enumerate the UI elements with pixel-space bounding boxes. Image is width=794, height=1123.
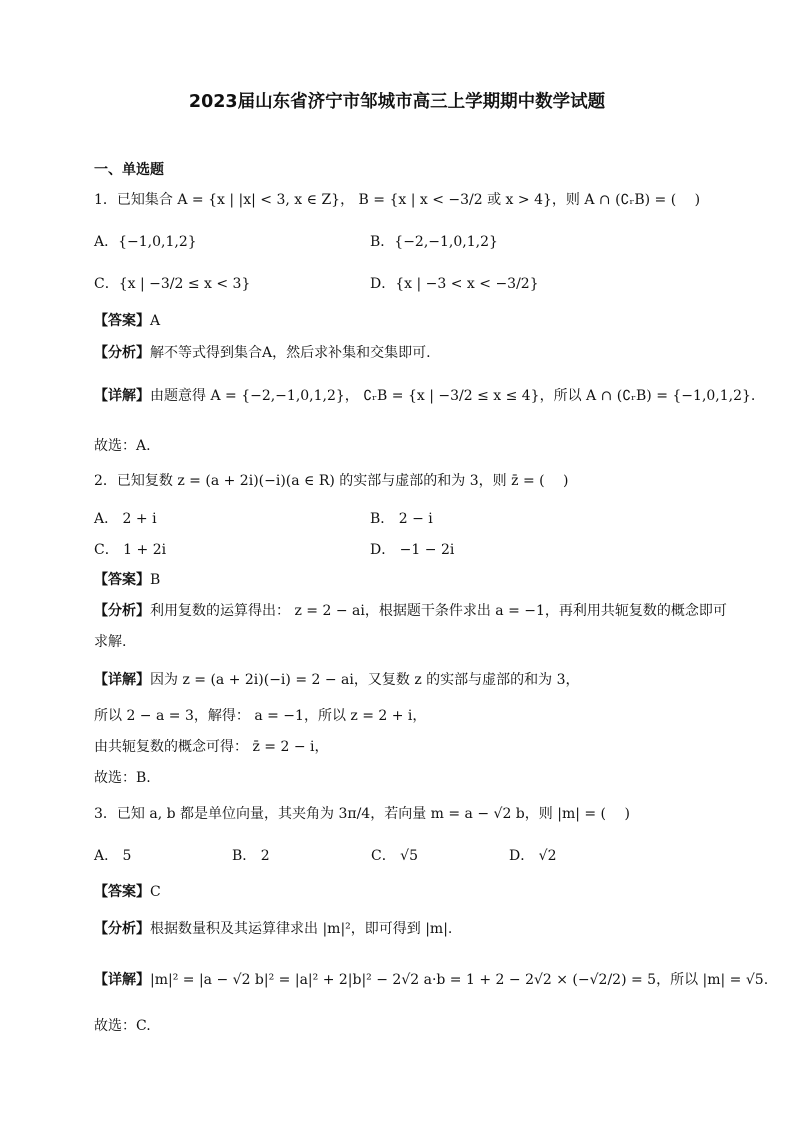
- q1-option-a: A．{−1,0,1,2}: [94, 234, 197, 250]
- q1-detail: 由题意得 A = {−2,−1,0,1,2}， ∁ᵣB = {x | −3/2 ≤ x ≤ 4}，所以 A ∩ (∁ᵣB) = {−1,0,1,2}.: [150, 388, 756, 404]
- q3-answer-tag: 【答案】: [94, 884, 150, 900]
- q3-detail: |m|² = |a − √2 b|² = |a|² + 2|b|² − 2√2 a·b = 1 + 2 − 2√2 × (−√2/2) = 5，所以 |m| = √5.: [150, 972, 769, 988]
- q3-option-b: B． 2: [232, 848, 270, 864]
- q2-option-c: C． 1 + 2i: [94, 542, 167, 558]
- q2-detail-line-2: 所以 2 − a = 3，解得： a = −1，所以 z = 2 + i，: [94, 708, 427, 724]
- q1-analysis: 解不等式得到集合A，然后求补集和交集即可.: [150, 345, 431, 361]
- q1-analysis-tag: 【分析】: [94, 345, 150, 361]
- q1-analysis-row: [94, 343, 431, 363]
- q1-option-d: D．{x | −3 < x < −3/2}: [370, 276, 539, 292]
- q2-stem: 2．已知复数 z = (a + 2i)(−i)(a ∈ R) 的实部与虚部的和为 3，则 z̄ = ( ): [94, 473, 569, 489]
- q2-detail-tag: 【详解】: [94, 672, 150, 688]
- document-title: 2023届山东省济宁市邹城市高三上学期期中数学试题: [188, 92, 606, 112]
- q1-answer-row: [94, 311, 160, 331]
- q2-option-d: D． −1 − 2i: [370, 542, 455, 558]
- q2-answer-tag: 【答案】: [94, 572, 150, 588]
- q3-stem: 3．已知 a, b 都是单位向量，其夹角为 3π/4，若向量 m = a − √2 b，则 |m| = ( ): [94, 806, 630, 822]
- q1-detail-row: [94, 386, 755, 406]
- q2-analysis-tag: 【分析】: [94, 603, 150, 619]
- q1-option-c: C．{x | −3/2 ≤ x < 3}: [94, 276, 251, 292]
- q2-detail-row: [94, 670, 580, 690]
- q1-answer: A: [150, 313, 161, 329]
- q2-analysis-line-2: 求解.: [94, 634, 127, 650]
- q2-answer-row: [94, 570, 160, 590]
- q3-option-d: D． √2: [509, 848, 557, 864]
- q1-option-b: B．{−2,−1,0,1,2}: [370, 234, 498, 250]
- q2-answer: B: [150, 572, 161, 588]
- q3-answer-row: [94, 882, 161, 902]
- q1-detail-tag: 【详解】: [94, 388, 150, 404]
- q3-choose: 故选：C.: [94, 1018, 151, 1034]
- q3-option-c: C． √5: [371, 848, 418, 864]
- q3-analysis-row: [94, 919, 452, 939]
- q3-detail-tag: 【详解】: [94, 972, 150, 988]
- q3-detail-row: [94, 970, 768, 990]
- q3-answer: C: [150, 884, 161, 900]
- q2-detail-line-3: 由共轭复数的概念可得： z̄ = 2 − i，: [94, 739, 329, 755]
- q3-analysis: 根据数量积及其运算律求出 |m|²，即可得到 |m|.: [150, 921, 453, 937]
- q2-analysis-line-1: 利用复数的运算得出： z = 2 − ai，根据题干条件求出 a = −1，再利用共轭复数的概念即可: [150, 603, 727, 619]
- q2-analysis-row: [94, 601, 727, 621]
- q2-choose: 故选：B.: [94, 770, 151, 786]
- q2-option-a: A． 2 + i: [94, 511, 157, 527]
- q3-analysis-tag: 【分析】: [94, 921, 150, 937]
- q1-choose: 故选：A.: [94, 438, 151, 454]
- q1-answer-tag: 【答案】: [94, 313, 150, 329]
- q3-option-a: A． 5: [94, 848, 132, 864]
- q2-option-b: B． 2 − i: [370, 511, 433, 527]
- q1-stem: 1．已知集合 A = {x | |x| < 3, x ∈ Z}， B = {x | x < −3/2 或 x > 4}，则 A ∩ (∁ᵣB) = ( ): [94, 192, 701, 208]
- section-heading: 一、单选题: [94, 162, 164, 178]
- q2-detail-line-1: 因为 z = (a + 2i)(−i) = 2 − ai，又复数 z 的实部与虚部的和为 3，: [150, 672, 580, 688]
